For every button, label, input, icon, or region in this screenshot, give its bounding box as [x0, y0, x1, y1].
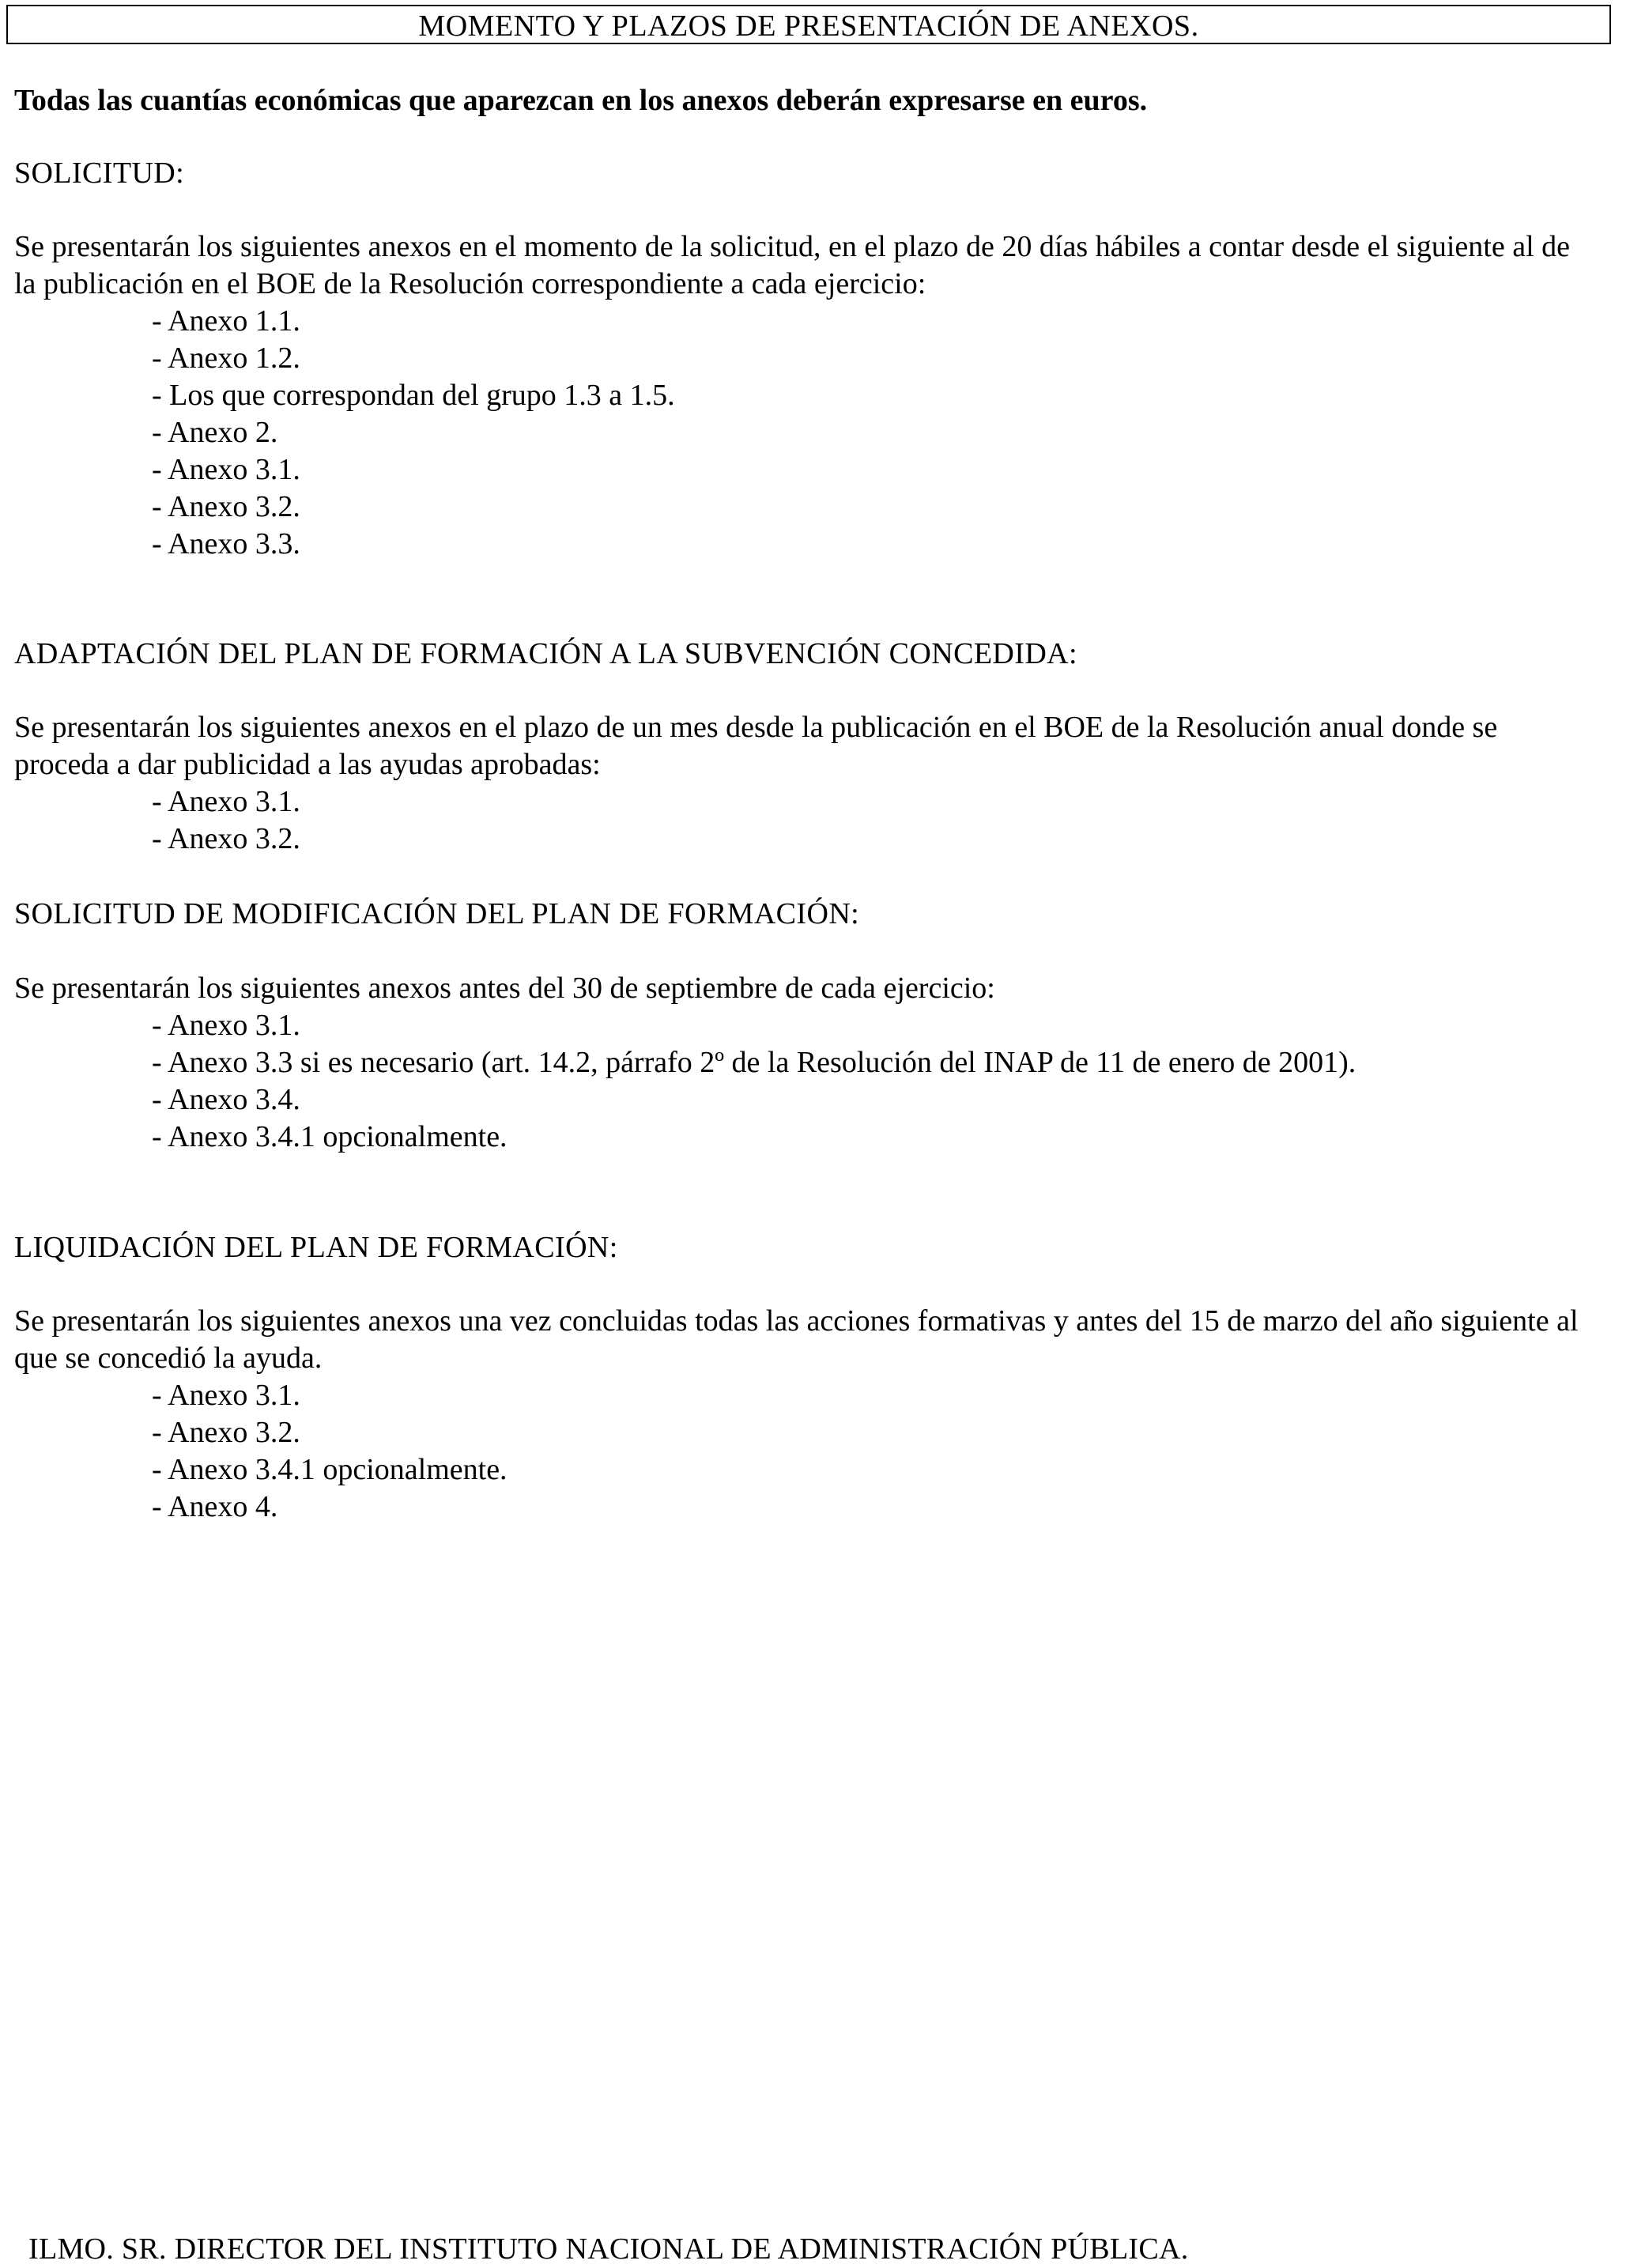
list-item: - Anexo 3.4.1 opcionalmente. [152, 1453, 507, 1486]
page-title: MOMENTO Y PLAZOS DE PRESENTACIÓN DE ANEXOS. [6, 5, 1611, 44]
annex-list-modificacion [152, 1007, 1356, 1156]
addressee-footer: ILMO. SR. DIRECTOR DEL INSTITUTO NACIONAL DE ADMINISTRACIÓN PÚBLICA. [28, 2232, 1189, 2266]
list-item: - Anexo 3.2. [152, 1416, 300, 1449]
list-item: - Anexo 2. [152, 416, 278, 449]
list-item: - Anexo 3.4.1 opcionalmente. [152, 1120, 507, 1153]
list-item: - Los que correspondan del grupo 1.3 a 1.5. [152, 379, 675, 412]
list-item: - Anexo 1.2. [152, 342, 300, 375]
list-item: - Anexo 3.1. [152, 1379, 300, 1412]
annex-list-adaptacion [152, 783, 300, 858]
list-item: - Anexo 3.1. [152, 785, 300, 818]
section-paragraph-liquidacion: Se presentarán los siguientes anexos una vez concluidas todas las acciones formativas y antes del 15 de marzo del año siguiente al que se concedió la ayuda. [14, 1304, 1579, 1375]
list-item: - Anexo 3.1. [152, 453, 300, 486]
section-heading-adaptacion: ADAPTACIÓN DEL PLAN DE FORMACIÓN A LA SUBVENCIÓN CONCEDIDA: [14, 637, 1077, 670]
list-item: - Anexo 3.1. [152, 1009, 300, 1042]
list-item: - Anexo 4. [152, 1490, 278, 1523]
section-heading-modificacion: SOLICITUD DE MODIFICACIÓN DEL PLAN DE FORMACIÓN: [14, 897, 860, 930]
list-item: - Anexo 1.1. [152, 304, 300, 338]
section-heading-solicitud: SOLICITUD: [14, 157, 185, 190]
section-paragraph-adaptacion: Se presentarán los siguientes anexos en el plazo de un mes desde la publicación en el BOE de la Resolución anual donde se proceda a dar publicidad a las ayudas aprobadas: [14, 711, 1498, 781]
list-item: - Anexo 3.2. [152, 490, 300, 523]
section-paragraph-modificacion: Se presentarán los siguientes anexos antes del 30 de septiembre de cada ejercicio: [14, 972, 995, 1005]
annex-list-liquidacion [152, 1377, 507, 1526]
section-paragraph-solicitud: Se presentarán los siguientes anexos en el momento de la solicitud, en el plazo de 20 días hábiles a contar desde el siguiente al de la publicación en el BOE de la Resolución correspondiente a cada ejercicio: [14, 230, 1571, 300]
section-heading-liquidacion: LIQUIDACIÓN DEL PLAN DE FORMACIÓN: [14, 1231, 618, 1264]
intro-notice: Todas las cuantías económicas que aparezcan en los anexos deberán expresarse en euros. [14, 84, 1148, 117]
list-item: - Anexo 3.2. [152, 822, 300, 855]
annex-list-solicitud [152, 303, 675, 563]
list-item: - Anexo 3.4. [152, 1083, 300, 1116]
list-item: - Anexo 3.3. [152, 527, 300, 560]
list-item: - Anexo 3.3 si es necesario (art. 14.2, párrafo 2º de la Resolución del INAP de 11 de enero de 2001). [152, 1046, 1356, 1079]
